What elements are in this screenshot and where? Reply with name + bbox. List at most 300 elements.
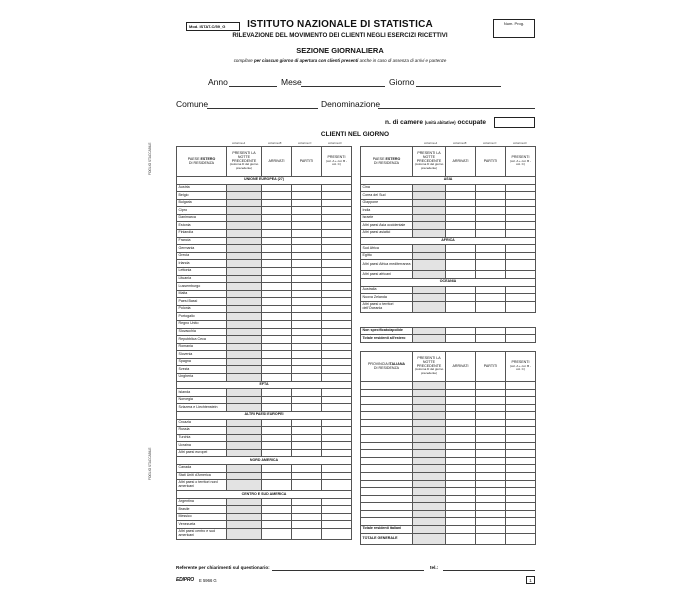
presenti-cell[interactable] <box>506 245 536 253</box>
partiti-cell[interactable] <box>292 434 322 442</box>
arrivati-cell[interactable] <box>262 298 292 306</box>
partiti-cell[interactable] <box>292 358 322 366</box>
province-value-cell[interactable] <box>506 404 536 412</box>
arrivati-cell[interactable] <box>262 192 292 200</box>
presenti-cell[interactable] <box>322 199 352 207</box>
arrivati-cell[interactable] <box>262 313 292 321</box>
province-value-cell[interactable] <box>506 472 536 480</box>
partiti-cell[interactable] <box>292 419 322 427</box>
presenti-cell[interactable] <box>322 472 352 480</box>
province-value-cell[interactable] <box>413 404 446 412</box>
presenti-precedente-cell[interactable] <box>227 336 262 344</box>
presenti-cell[interactable] <box>322 230 352 238</box>
presenti-precedente-cell[interactable] <box>227 464 262 472</box>
arrivati-cell[interactable] <box>262 184 292 192</box>
arrivati-cell[interactable] <box>262 207 292 215</box>
presenti-cell[interactable] <box>322 313 352 321</box>
province-name-cell[interactable] <box>361 419 413 427</box>
presenti-cell[interactable] <box>322 320 352 328</box>
giorno-field[interactable] <box>416 86 501 87</box>
arrivati-cell[interactable] <box>446 335 476 343</box>
presenti-precedente-cell[interactable] <box>227 192 262 200</box>
presenti-precedente-cell[interactable] <box>227 404 262 412</box>
partiti-cell[interactable] <box>292 389 322 397</box>
partiti-cell[interactable] <box>292 472 322 480</box>
presenti-precedente-cell[interactable] <box>413 335 446 343</box>
arrivati-cell[interactable] <box>262 427 292 435</box>
arrivati-cell[interactable] <box>262 521 292 529</box>
partiti-cell[interactable] <box>292 498 322 506</box>
partiti-cell[interactable] <box>292 449 322 457</box>
partiti-cell[interactable] <box>292 320 322 328</box>
presenti-cell[interactable] <box>322 267 352 275</box>
presenti-cell[interactable] <box>322 214 352 222</box>
province-value-cell[interactable] <box>413 465 446 473</box>
presenti-precedente-cell[interactable] <box>227 283 262 291</box>
presenti-precedente-cell[interactable] <box>227 207 262 215</box>
presenti-cell[interactable] <box>322 521 352 529</box>
presenti-precedente-cell[interactable] <box>227 305 262 313</box>
presenti-cell[interactable] <box>506 294 536 302</box>
province-value-cell[interactable] <box>446 510 476 518</box>
partiti-cell[interactable] <box>476 294 506 302</box>
province-value-cell[interactable] <box>446 442 476 450</box>
province-value-cell[interactable] <box>446 518 476 526</box>
partiti-cell[interactable] <box>476 222 506 230</box>
presenti-precedente-cell[interactable] <box>413 286 446 294</box>
presenti-cell[interactable] <box>506 184 536 192</box>
province-value-cell[interactable] <box>446 465 476 473</box>
presenti-cell[interactable] <box>506 327 536 335</box>
partiti-cell[interactable] <box>476 260 506 271</box>
province-value-cell[interactable] <box>506 488 536 496</box>
presenti-cell[interactable] <box>322 245 352 253</box>
partiti-cell[interactable] <box>292 464 322 472</box>
partiti-cell[interactable] <box>476 286 506 294</box>
camere-field[interactable] <box>494 117 535 128</box>
presenti-precedente-cell[interactable] <box>227 366 262 374</box>
presenti-cell[interactable] <box>506 222 536 230</box>
presenti-precedente-cell[interactable] <box>227 396 262 404</box>
presenti-cell[interactable] <box>322 298 352 306</box>
presenti-precedente-cell[interactable] <box>227 513 262 521</box>
presenti-precedente-cell[interactable] <box>413 301 446 312</box>
mese-field[interactable] <box>301 86 385 87</box>
arrivati-cell[interactable] <box>262 245 292 253</box>
province-value-cell[interactable] <box>446 419 476 427</box>
partiti-cell[interactable] <box>292 336 322 344</box>
arrivati-cell[interactable] <box>262 336 292 344</box>
presenti-cell[interactable] <box>322 343 352 351</box>
partiti-cell[interactable] <box>292 529 322 540</box>
partiti-cell[interactable] <box>476 327 506 335</box>
province-value-cell[interactable] <box>476 389 506 397</box>
presenti-cell[interactable] <box>322 290 352 298</box>
presenti-precedente-cell[interactable] <box>227 252 262 260</box>
province-value-cell[interactable] <box>413 435 446 443</box>
presenti-precedente-cell[interactable] <box>413 192 446 200</box>
arrivati-cell[interactable] <box>446 301 476 312</box>
presenti-cell[interactable] <box>322 252 352 260</box>
province-value-cell[interactable] <box>446 472 476 480</box>
arrivati-cell[interactable] <box>262 419 292 427</box>
presenti-precedente-cell[interactable] <box>227 222 262 230</box>
partiti-cell[interactable] <box>292 351 322 359</box>
presenti-cell[interactable] <box>322 404 352 412</box>
arrivati-cell[interactable] <box>262 358 292 366</box>
partiti-cell[interactable] <box>292 199 322 207</box>
province-value-cell[interactable] <box>413 495 446 503</box>
province-name-cell[interactable] <box>361 404 413 412</box>
presenti-cell[interactable] <box>322 366 352 374</box>
province-value-cell[interactable] <box>476 488 506 496</box>
presenti-precedente-cell[interactable] <box>227 298 262 306</box>
arrivati-cell[interactable] <box>262 305 292 313</box>
arrivati-cell[interactable] <box>262 252 292 260</box>
presenti-precedente-cell[interactable] <box>227 320 262 328</box>
presenti-precedente-cell[interactable] <box>227 480 262 491</box>
partiti-cell[interactable] <box>292 192 322 200</box>
presenti-cell[interactable] <box>322 449 352 457</box>
province-value-cell[interactable] <box>506 510 536 518</box>
province-name-cell[interactable] <box>361 389 413 397</box>
arrivati-cell[interactable] <box>262 328 292 336</box>
presenti-precedente-cell[interactable] <box>227 328 262 336</box>
arrivati-cell[interactable] <box>262 366 292 374</box>
presenti-precedente-cell[interactable] <box>227 498 262 506</box>
arrivati-cell[interactable] <box>262 449 292 457</box>
presenti-precedente-cell[interactable] <box>227 389 262 397</box>
province-name-cell[interactable] <box>361 412 413 420</box>
arrivati-cell[interactable] <box>262 343 292 351</box>
partiti-cell[interactable] <box>292 260 322 268</box>
presenti-cell[interactable] <box>506 207 536 215</box>
partiti-cell[interactable] <box>476 230 506 238</box>
presenti-precedente-cell[interactable] <box>227 313 262 321</box>
presenti-precedente-cell[interactable] <box>227 343 262 351</box>
arrivati-cell[interactable] <box>262 396 292 404</box>
presenti-precedente-cell[interactable] <box>227 290 262 298</box>
presenti-cell[interactable] <box>322 419 352 427</box>
province-value-cell[interactable] <box>446 382 476 390</box>
partiti-cell[interactable] <box>292 252 322 260</box>
total-value-cell[interactable] <box>476 525 506 533</box>
presenti-precedente-cell[interactable] <box>227 245 262 253</box>
partiti-cell[interactable] <box>292 214 322 222</box>
presenti-precedente-cell[interactable] <box>413 327 446 335</box>
presenti-cell[interactable] <box>506 335 536 343</box>
province-name-cell[interactable] <box>361 503 413 511</box>
arrivati-cell[interactable] <box>446 214 476 222</box>
presenti-precedente-cell[interactable] <box>227 529 262 540</box>
presenti-cell[interactable] <box>322 513 352 521</box>
arrivati-cell[interactable] <box>262 389 292 397</box>
total-value-cell[interactable] <box>446 533 476 544</box>
presenti-precedente-cell[interactable] <box>413 260 446 271</box>
province-value-cell[interactable] <box>476 419 506 427</box>
arrivati-cell[interactable] <box>262 214 292 222</box>
arrivati-cell[interactable] <box>262 464 292 472</box>
partiti-cell[interactable] <box>292 305 322 313</box>
presenti-precedente-cell[interactable] <box>413 245 446 253</box>
province-value-cell[interactable] <box>506 397 536 405</box>
province-value-cell[interactable] <box>506 435 536 443</box>
province-value-cell[interactable] <box>476 412 506 420</box>
province-value-cell[interactable] <box>446 427 476 435</box>
presenti-cell[interactable] <box>322 442 352 450</box>
partiti-cell[interactable] <box>292 513 322 521</box>
province-name-cell[interactable] <box>361 427 413 435</box>
arrivati-cell[interactable] <box>262 230 292 238</box>
presenti-precedente-cell[interactable] <box>227 214 262 222</box>
partiti-cell[interactable] <box>476 252 506 260</box>
presenti-precedente-cell[interactable] <box>227 275 262 283</box>
province-value-cell[interactable] <box>506 457 536 465</box>
arrivati-cell[interactable] <box>446 192 476 200</box>
province-value-cell[interactable] <box>476 382 506 390</box>
presenti-cell[interactable] <box>322 427 352 435</box>
province-name-cell[interactable] <box>361 488 413 496</box>
province-name-cell[interactable] <box>361 472 413 480</box>
presenti-precedente-cell[interactable] <box>227 442 262 450</box>
province-value-cell[interactable] <box>506 419 536 427</box>
partiti-cell[interactable] <box>292 328 322 336</box>
partiti-cell[interactable] <box>292 506 322 514</box>
presenti-cell[interactable] <box>322 358 352 366</box>
presenti-precedente-cell[interactable] <box>413 230 446 238</box>
province-name-cell[interactable] <box>361 442 413 450</box>
arrivati-cell[interactable] <box>446 294 476 302</box>
presenti-precedente-cell[interactable] <box>413 222 446 230</box>
province-value-cell[interactable] <box>413 389 446 397</box>
total-value-cell[interactable] <box>506 533 536 544</box>
partiti-cell[interactable] <box>476 184 506 192</box>
province-value-cell[interactable] <box>476 397 506 405</box>
arrivati-cell[interactable] <box>262 222 292 230</box>
partiti-cell[interactable] <box>292 521 322 529</box>
presenti-precedente-cell[interactable] <box>227 427 262 435</box>
partiti-cell[interactable] <box>476 301 506 312</box>
province-value-cell[interactable] <box>413 480 446 488</box>
partiti-cell[interactable] <box>292 267 322 275</box>
presenti-precedente-cell[interactable] <box>227 521 262 529</box>
presenti-precedente-cell[interactable] <box>227 230 262 238</box>
presenti-cell[interactable] <box>322 464 352 472</box>
arrivati-cell[interactable] <box>262 472 292 480</box>
province-name-cell[interactable] <box>361 510 413 518</box>
presenti-precedente-cell[interactable] <box>227 449 262 457</box>
province-value-cell[interactable] <box>413 518 446 526</box>
arrivati-cell[interactable] <box>446 199 476 207</box>
arrivati-cell[interactable] <box>262 374 292 382</box>
partiti-cell[interactable] <box>292 275 322 283</box>
arrivati-cell[interactable] <box>262 267 292 275</box>
total-value-cell[interactable] <box>413 525 446 533</box>
presenti-cell[interactable] <box>322 283 352 291</box>
presenti-cell[interactable] <box>322 506 352 514</box>
presenti-cell[interactable] <box>322 237 352 245</box>
province-name-cell[interactable] <box>361 397 413 405</box>
province-name-cell[interactable] <box>361 495 413 503</box>
presenti-cell[interactable] <box>322 389 352 397</box>
province-value-cell[interactable] <box>446 412 476 420</box>
presenti-cell[interactable] <box>322 434 352 442</box>
presenti-precedente-cell[interactable] <box>227 374 262 382</box>
presenti-cell[interactable] <box>506 252 536 260</box>
province-value-cell[interactable] <box>476 442 506 450</box>
presenti-precedente-cell[interactable] <box>227 506 262 514</box>
presenti-precedente-cell[interactable] <box>227 237 262 245</box>
partiti-cell[interactable] <box>292 230 322 238</box>
province-value-cell[interactable] <box>476 503 506 511</box>
province-name-cell[interactable] <box>361 435 413 443</box>
presenti-cell[interactable] <box>506 192 536 200</box>
presenti-cell[interactable] <box>506 199 536 207</box>
presenti-cell[interactable] <box>322 305 352 313</box>
province-name-cell[interactable] <box>361 465 413 473</box>
province-value-cell[interactable] <box>476 495 506 503</box>
province-value-cell[interactable] <box>446 495 476 503</box>
partiti-cell[interactable] <box>292 298 322 306</box>
province-value-cell[interactable] <box>446 404 476 412</box>
comune-field[interactable] <box>207 108 318 109</box>
arrivati-cell[interactable] <box>262 275 292 283</box>
partiti-cell[interactable] <box>292 374 322 382</box>
presenti-cell[interactable] <box>322 222 352 230</box>
presenti-cell[interactable] <box>322 396 352 404</box>
referente-field[interactable] <box>272 570 424 571</box>
province-value-cell[interactable] <box>413 427 446 435</box>
province-value-cell[interactable] <box>506 518 536 526</box>
num-prog-box[interactable] <box>493 19 535 38</box>
arrivati-cell[interactable] <box>446 222 476 230</box>
presenti-cell[interactable] <box>506 271 536 279</box>
partiti-cell[interactable] <box>476 207 506 215</box>
arrivati-cell[interactable] <box>262 498 292 506</box>
arrivati-cell[interactable] <box>262 260 292 268</box>
province-value-cell[interactable] <box>506 442 536 450</box>
province-name-cell[interactable] <box>361 450 413 458</box>
presenti-precedente-cell[interactable] <box>413 184 446 192</box>
denominazione-field[interactable] <box>378 108 535 109</box>
presenti-cell[interactable] <box>322 328 352 336</box>
presenti-cell[interactable] <box>322 336 352 344</box>
province-value-cell[interactable] <box>413 503 446 511</box>
total-value-cell[interactable] <box>476 533 506 544</box>
arrivati-cell[interactable] <box>262 442 292 450</box>
partiti-cell[interactable] <box>292 290 322 298</box>
province-value-cell[interactable] <box>476 457 506 465</box>
province-value-cell[interactable] <box>506 503 536 511</box>
province-value-cell[interactable] <box>476 518 506 526</box>
province-value-cell[interactable] <box>413 450 446 458</box>
presenti-cell[interactable] <box>322 374 352 382</box>
province-value-cell[interactable] <box>506 480 536 488</box>
province-value-cell[interactable] <box>413 472 446 480</box>
province-value-cell[interactable] <box>506 465 536 473</box>
province-value-cell[interactable] <box>413 412 446 420</box>
partiti-cell[interactable] <box>292 222 322 230</box>
arrivati-cell[interactable] <box>262 513 292 521</box>
presenti-precedente-cell[interactable] <box>227 419 262 427</box>
arrivati-cell[interactable] <box>262 529 292 540</box>
province-value-cell[interactable] <box>506 382 536 390</box>
partiti-cell[interactable] <box>476 335 506 343</box>
arrivati-cell[interactable] <box>262 290 292 298</box>
presenti-precedente-cell[interactable] <box>227 199 262 207</box>
presenti-cell[interactable] <box>322 207 352 215</box>
province-name-cell[interactable] <box>361 457 413 465</box>
province-name-cell[interactable] <box>361 518 413 526</box>
province-value-cell[interactable] <box>506 495 536 503</box>
province-value-cell[interactable] <box>446 503 476 511</box>
partiti-cell[interactable] <box>292 366 322 374</box>
presenti-cell[interactable] <box>322 260 352 268</box>
presenti-precedente-cell[interactable] <box>227 184 262 192</box>
partiti-cell[interactable] <box>476 271 506 279</box>
province-value-cell[interactable] <box>413 442 446 450</box>
presenti-cell[interactable] <box>322 275 352 283</box>
arrivati-cell[interactable] <box>446 271 476 279</box>
tel-field[interactable] <box>443 570 535 571</box>
partiti-cell[interactable] <box>292 184 322 192</box>
presenti-cell[interactable] <box>506 301 536 312</box>
presenti-precedente-cell[interactable] <box>413 214 446 222</box>
presenti-cell[interactable] <box>322 351 352 359</box>
arrivati-cell[interactable] <box>262 237 292 245</box>
arrivati-cell[interactable] <box>446 327 476 335</box>
province-value-cell[interactable] <box>413 488 446 496</box>
province-value-cell[interactable] <box>413 457 446 465</box>
partiti-cell[interactable] <box>292 283 322 291</box>
province-value-cell[interactable] <box>446 389 476 397</box>
presenti-precedente-cell[interactable] <box>413 294 446 302</box>
province-value-cell[interactable] <box>413 419 446 427</box>
province-value-cell[interactable] <box>476 510 506 518</box>
arrivati-cell[interactable] <box>262 351 292 359</box>
province-value-cell[interactable] <box>476 465 506 473</box>
presenti-cell[interactable] <box>322 184 352 192</box>
partiti-cell[interactable] <box>292 207 322 215</box>
partiti-cell[interactable] <box>292 480 322 491</box>
arrivati-cell[interactable] <box>446 252 476 260</box>
province-value-cell[interactable] <box>476 480 506 488</box>
province-value-cell[interactable] <box>476 435 506 443</box>
arrivati-cell[interactable] <box>262 283 292 291</box>
partiti-cell[interactable] <box>292 343 322 351</box>
partiti-cell[interactable] <box>292 396 322 404</box>
presenti-cell[interactable] <box>506 260 536 271</box>
province-name-cell[interactable] <box>361 382 413 390</box>
partiti-cell[interactable] <box>476 192 506 200</box>
province-value-cell[interactable] <box>506 427 536 435</box>
total-value-cell[interactable] <box>413 533 446 544</box>
partiti-cell[interactable] <box>476 245 506 253</box>
partiti-cell[interactable] <box>292 245 322 253</box>
province-value-cell[interactable] <box>476 427 506 435</box>
presenti-cell[interactable] <box>506 286 536 294</box>
presenti-precedente-cell[interactable] <box>227 472 262 480</box>
presenti-precedente-cell[interactable] <box>413 207 446 215</box>
presenti-precedente-cell[interactable] <box>227 351 262 359</box>
presenti-cell[interactable] <box>322 480 352 491</box>
province-value-cell[interactable] <box>413 397 446 405</box>
province-name-cell[interactable] <box>361 480 413 488</box>
presenti-precedente-cell[interactable] <box>227 267 262 275</box>
arrivati-cell[interactable] <box>262 480 292 491</box>
province-value-cell[interactable] <box>506 450 536 458</box>
province-value-cell[interactable] <box>506 389 536 397</box>
